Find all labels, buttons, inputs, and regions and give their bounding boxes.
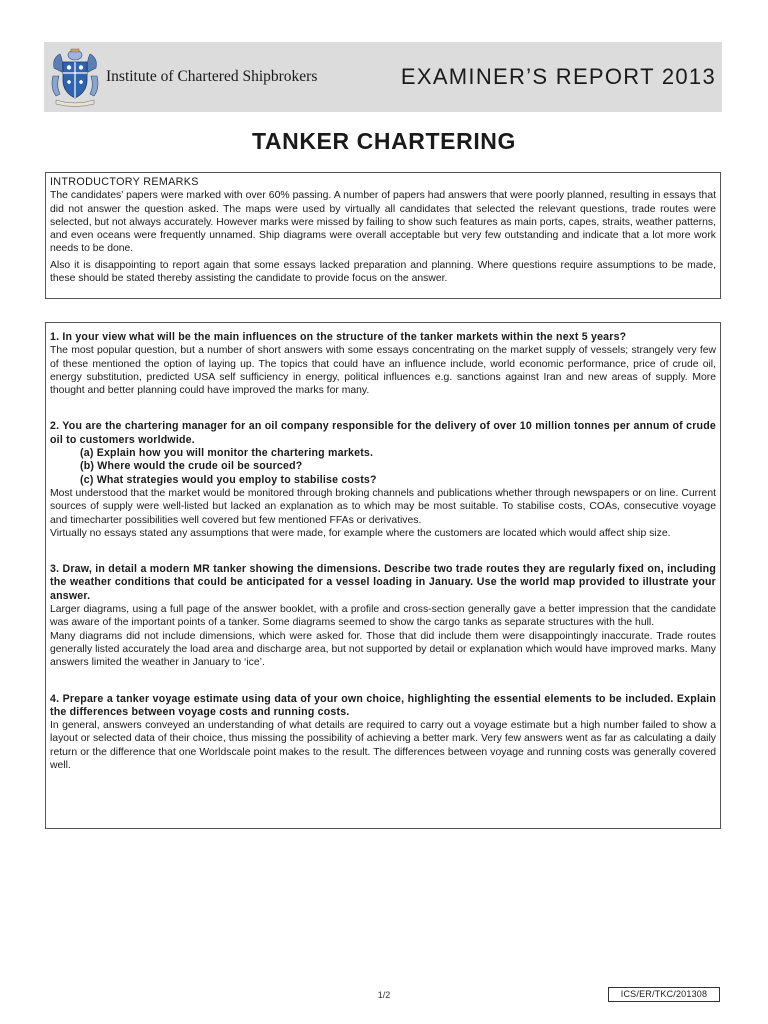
question-commentary: Most understood that the market would be monitored through broking channels and publications whether through newspapers or on line. Current sources of supply were well-listed but lacked an explanation as to which may be most suitable. To stabilise costs, COAs, consecutive voyage and timecharter possibilities well covered but few mentioned FFAs or derivatives.	[50, 487, 716, 526]
question-heading: 2. You are the chartering manager for an oil company responsible for the delivery of over 10 million tonnes per annum of crude oil to customers worldwide.	[50, 420, 716, 446]
question-heading: 3. Draw, in detail a modern MR tanker showing the dimensions. Describe two trade routes they are regularly fixed on, including the weather conditions that could be anticipated for a vessel loading in January. Use the world map provided to illustrate your answer.	[50, 563, 716, 602]
introductory-remarks-box	[45, 172, 721, 299]
page-number: 1/2	[377, 990, 391, 1000]
questions-box	[45, 322, 721, 829]
intro-heading: INTRODUCTORY REMARKS	[50, 176, 199, 188]
org-name: Institute of Chartered Shipbrokers	[106, 68, 318, 85]
document-code: ICS/ER/TKC/201308	[608, 987, 720, 1002]
coat-of-arms-crest-icon	[50, 46, 100, 108]
question-block	[50, 420, 716, 540]
question-commentary: Many diagrams did not include dimensions, which were asked for. Those that did include them were disappointingly inaccurate. Trade routes generally listed accurately the load area and discharge area, but not supported by detail or explanation which would have improved marks. Many answers limited the weather in January to ‘ice’.	[50, 630, 716, 669]
question-block	[50, 693, 716, 773]
question-block	[50, 563, 716, 669]
question-commentary: Larger diagrams, using a full page of the answer booklet, with a profile and cross-section generally gave a better impression that the candidate was aware of the important points of a tanker. Some diagrams seemed to show the cargo tanks as separate structures with the hull.	[50, 604, 716, 629]
question-block	[50, 331, 716, 397]
question-subpart: (c) What strategies would you employ to stabilise costs?	[80, 473, 377, 486]
question-commentary: The most popular question, but a number of short answers with some essays concentrating on the market supply of vessels; strangely very few of these mentioned the option of laying up. The topics that could have an influence include, world economic performance, price of crude oil, energy substitution, predicted USA self sufficiency in energy, political influences e.g. sanctions against Iran and new areas of supply. More thought and better planning could have improved the marks for many.	[50, 345, 716, 397]
report-header	[44, 42, 722, 112]
intro-paragraph: Also it is disappointing to report again that some essays lacked preparation and planning. Where questions require assumptions to be made, these should be stated thereby assisting the candidate to provide focus on the answer.	[50, 259, 716, 285]
intro-paragraph: The candidates’ papers were marked with over 60% passing. A number of papers had answers that were poorly planned, resulting in essays that did not answer the question asked. The maps were used by virtually all candidates that selected the relevant questions, trade routes were selected, but not always accurately. However marks were missed by failing to show such features as main ports, capes, straits, weather patterns, and even oceans were frequently unnamed. Ship diagrams were overall acceptable but very few outstanding and indicate that a lot more work needs to be done.	[50, 190, 716, 255]
report-title: EXAMINER’S REPORT 2013	[400, 64, 716, 89]
question-commentary: In general, answers conveyed an understanding of what details are required to carry out a voyage estimate but a high number failed to show a layout or selected data of their choice, thus missing the possibility of achieving a better mark. Very few answers went as far as calculating a daily return or the difference that one Worldscale point makes to the result. The differences between voyage and running costs was generally covered well.	[50, 720, 716, 772]
question-heading: 1. In your view what will be the main influences on the structure of the tanker markets within the next 5 years?	[50, 331, 627, 343]
page-title: TANKER CHARTERING	[251, 128, 517, 154]
question-subpart: (b) Where would the crude oil be sourced?	[80, 460, 303, 473]
question-subpart: (a) Explain how you will monitor the chartering markets.	[80, 447, 374, 460]
question-commentary: Virtually no essays stated any assumptions that were made, for example where the customers are located which would affect ship size.	[50, 527, 671, 539]
question-heading: 4. Prepare a tanker voyage estimate using data of your own choice, highlighting the essential elements to be included. Explain the differences between voyage costs and running costs.	[50, 692, 716, 718]
